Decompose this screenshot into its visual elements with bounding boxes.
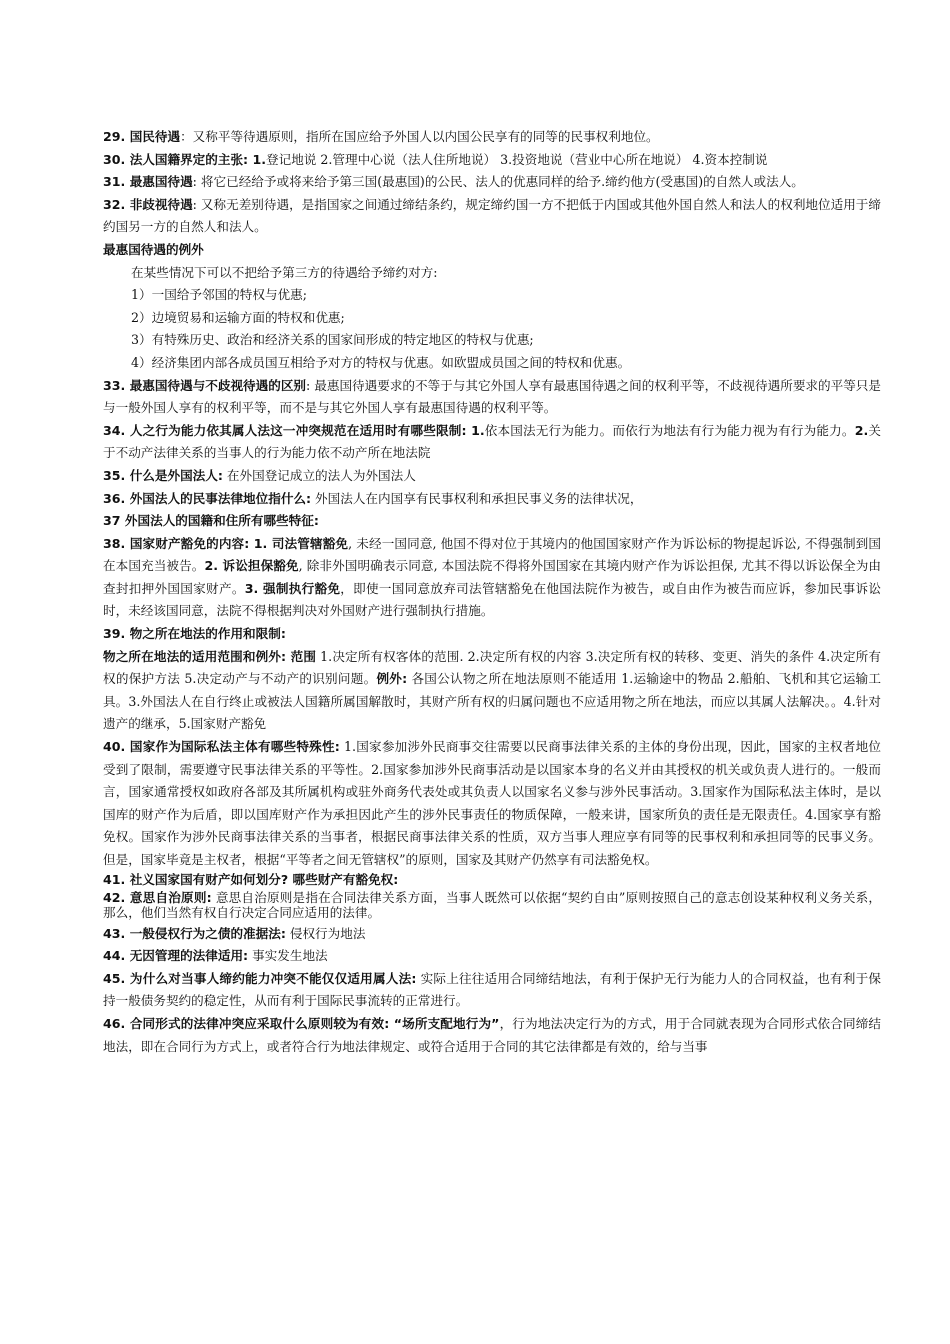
item-text: ，即使一国同意放弃司法管辖豁免在他国法院作为被告，或自由作为被告而应诉，参加民事诉讼时，未经该国同意，法院不得根据判决对外国财产进行强制执行措施。	[103, 580, 882, 619]
item-heading: 45. 为什么对当事人缔约能力冲突不能仅仅适用属人法:	[103, 970, 417, 986]
item-text: ，行为地法决定行为的方式，用于合同就表现为合同形式依合同缔结地法，即在合同行为方式上，或者符合行为地法律规定、或符合适用于合同的其它法律都是有效的，给与当事	[103, 1015, 882, 1054]
item-text: 在外国登记成立的法人为外国法人	[222, 467, 416, 483]
item-text: 侵权行为地法	[285, 925, 366, 941]
item-41	[103, 872, 881, 887]
item-42	[103, 890, 881, 920]
item-text: 依本国法无行为能力。而依行为地法有行为能力视为有行为能力。	[484, 422, 855, 438]
item-text: : 又称无差别待遇，是指国家之间通过缔结条约，规定缔约国一方不把低于内国或其他外国自然人和法人的权利地位适用于缔约国另一方的自然人和法人。	[103, 196, 881, 235]
item-text: : 将它已经给予或将来给予第三国(最惠国)的公民、法人的优惠同样的给予.缔约他方(受惠国)的自然人或法人。	[192, 174, 804, 190]
item-39-detail	[103, 646, 881, 736]
item-heading: 29. 国民待遇	[103, 129, 181, 144]
item-39	[103, 623, 881, 646]
item-30	[103, 149, 881, 172]
item-text: 登记地说 2.管理中心说（法人住所地说） 3.投资地说（营业中心所在地说） 4.资本控制说	[266, 151, 768, 167]
item-heading: 39. 物之所在地法的作用和限制:	[103, 626, 286, 642]
item-heading: 33. 最惠国待遇与不歧视待遇的区别	[103, 377, 307, 393]
item-subheading: 2.	[854, 422, 869, 438]
item-heading: 31. 最惠国待遇	[103, 174, 193, 190]
item-text: , 未经一国同意, 他国不得对位于其境内的他国国家财产作为诉讼标的物提起诉讼, 不得强制到国在本国充当被告。	[103, 535, 881, 574]
item-40	[103, 736, 881, 872]
item-text: 事实发生地法	[248, 948, 328, 964]
item-33	[103, 375, 881, 420]
item-heading: 42. 意思自治原则:	[103, 889, 212, 905]
document-page	[103, 126, 881, 1058]
item-heading: 35. 什么是外国法人:	[103, 467, 223, 483]
item-44	[103, 945, 881, 968]
item-heading: 44. 无因管理的法律适用:	[103, 948, 249, 964]
exceptions-intro: 在某些情况下可以不把给予第三方的待遇给予缔约对方:	[131, 264, 438, 280]
exceptions-list-item: 1）一国给予邻国的特权与优惠;	[131, 287, 307, 303]
item-text: , 除非外国明确表示同意, 本国法院不得将外国国家在其境内财产作为诉讼担保, 尤其不得以诉讼保全为由查封扣押外国国家财产。	[103, 558, 881, 596]
item-heading: 40. 国家作为国际私法主体有哪些特殊性:	[103, 739, 340, 755]
item-heading: 46. 合同形式的法律冲突应采取什么原则较为有效: “场所支配地行为”	[103, 1015, 500, 1031]
item-36	[103, 488, 881, 511]
item-text: 意思自治原则是指在合同法律关系方面，当事人既然可以依据“契约自由”原则按照自己的意志创设某种权利义务关系，那么，他们当然有权自行决定合同应适用的法律。	[103, 889, 881, 920]
item-text: : 最惠国待遇要求的不等于与其它外国人享有最惠国待遇之间的权利平等，不歧视待遇所要求的平等只是与一般外国人享有的权利平等，而不是与其它外国人享有最惠国待遇的权利平等。	[103, 377, 881, 416]
item-subheading: 3. 强制执行豁免	[244, 580, 341, 596]
exceptions-list-item: 4）经济集团内部各成员国互相给予对方的特权与优惠。如欧盟成员国之间的特权和优惠。	[131, 354, 631, 370]
item-37	[103, 510, 881, 533]
item-35	[103, 465, 881, 488]
item-34	[103, 420, 881, 465]
item-heading: 34. 人之行为能力依其属人法这一冲突规范在适用时有哪些限制: 1.	[103, 422, 485, 438]
item-43	[103, 923, 881, 946]
item-heading: 43. 一般侵权行为之债的准据法:	[103, 925, 286, 941]
item-38	[103, 533, 881, 623]
item-heading: 32. 非歧视待遇	[103, 196, 193, 212]
item-text: ：又称平等待遇原则，指所在国应给予外国人以内国公民享有的同等的民事权利地位。	[180, 129, 659, 144]
item-text: 实际上往往适用合同缔结地法，有利于保护无行为能力人的合同权益，也有利于保持一般债务契约的稳定性，从而有利于国际民事流转的正常进行。	[103, 970, 881, 1009]
item-text: 各国公认物之所在地法原则不能适用 1.运输途中的物品 2.船舶、飞机和其它运输工具。3.外国法人在自行终止或被法人国籍所属国解散时，其财产所有权的归属问题也不应适用物之所在地法，而应以其属人法解决。。4.针对遗产的继承，5.国家财产豁免	[103, 671, 881, 732]
item-45	[103, 968, 881, 1013]
item-46	[103, 1013, 881, 1058]
item-32	[103, 194, 881, 239]
item-heading: 36. 外国法人的民事法律地位指什么:	[103, 490, 312, 506]
item-subheading: 2. 诉讼担保豁免	[204, 558, 299, 574]
item-text: 关于不动产法律关系的当事人的行为能力依不动产所在地法院	[103, 422, 882, 461]
item-text: 1.决定所有权客体的范围. 2.决定所有权的内容 3.决定所有权的转移、变更、消失的条件 4.决定所有权的保护方法 5.决定动产与不动产的识别问题。	[103, 648, 881, 687]
item-heading: 37 外国法人的国籍和住所有哪些特征:	[103, 513, 319, 529]
item-29	[103, 126, 881, 149]
item-subheading: 例外:	[376, 671, 408, 687]
item-text: 1.国家参加涉外民商事交往需要以民商事法律关系的主体的身份出现，因此，国家的主权者地位受到了限制，需要遵守民事法律关系的平等性。2.国家参加涉外民商事活动是以国家本身的名义并由其授权的机关或负责人进行的。一般而言，国家通常授权如政府各部及其所属机构或驻外商务代表处或其负责人以国家名义参与涉外民事活动。3.国家作为国际私法主体时，是以国库的财产作为后盾，即以国库财产作为承担因此产生的涉外民事责任的物质保障，一般来讲，国家所负的责任是无限责任。4.国家享有豁免权。国家作为涉外民商事法律关系的当事者，根据民商事法律关系的性质，双方当事人理应享有同等的民事权利和承担同等的民事义务。但是，国家毕竟是主权者，根据“平等者之间无管辖权”的原则，国家及其财产仍然享有司法豁免权。	[103, 739, 881, 867]
item-heading: 41. 社义国家国有财产如何划分? 哪些财产有豁免权:	[103, 871, 399, 887]
item-text: 外国法人在内国享有民事权利和承担民事义务的法律状况，	[311, 490, 643, 506]
exceptions-list-item: 2）边境贸易和运输方面的特权和优惠;	[131, 309, 345, 325]
exceptions-list-item: 3）有特殊历史、政治和经济关系的国家间形成的特定地区的特权与优惠;	[131, 332, 534, 348]
exceptions-title: 最惠国待遇的例外	[103, 241, 204, 257]
item-31	[103, 171, 881, 194]
item-heading: 30. 法人国籍界定的主张: 1.	[103, 151, 267, 167]
item-heading: 物之所在地法的适用范围和例外: 范围	[103, 648, 317, 664]
item-heading: 38. 国家财产豁免的内容: 1. 司法管辖豁免	[103, 535, 349, 551]
